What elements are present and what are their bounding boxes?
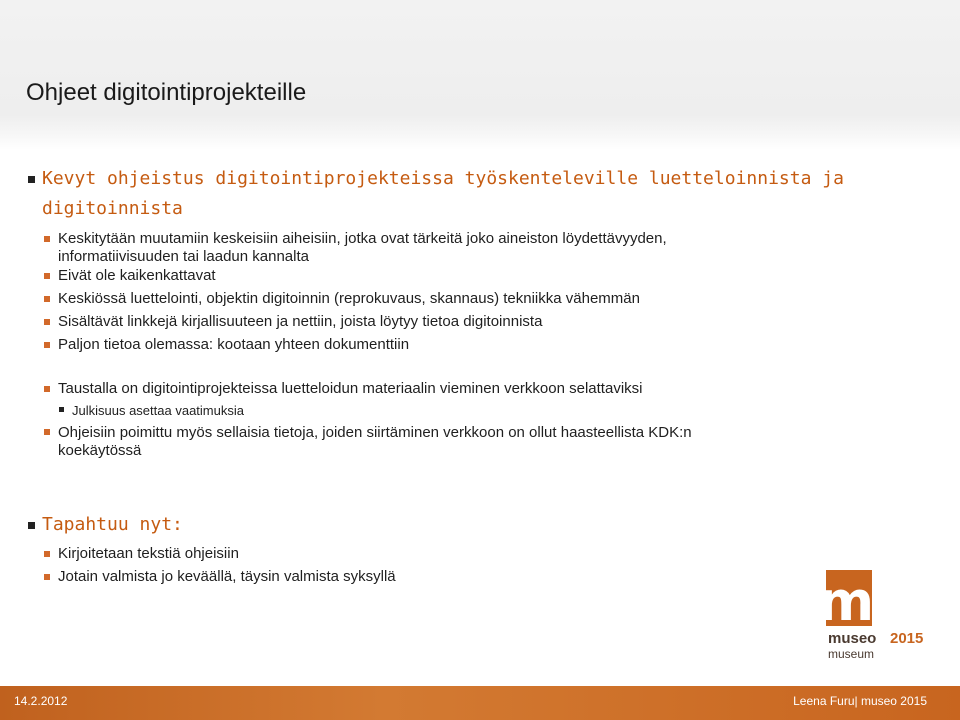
bullet-square-icon bbox=[44, 429, 50, 435]
background-item-2-line2: koekäytössä bbox=[58, 442, 142, 459]
section2-heading: Tapahtuu nyt: bbox=[42, 514, 183, 535]
bullet-square-icon bbox=[44, 574, 50, 580]
background-subitem-1: Julkisuus asettaa vaatimuksia bbox=[72, 403, 244, 418]
bullet-square-icon bbox=[44, 319, 50, 325]
background-item-1: Taustalla on digitointiprojekteissa luetteloidun materiaalin vieminen verkkoon selattaviksi bbox=[58, 380, 643, 397]
list-item-3: Keskiössä luettelointi, objektin digitoinnin (reprokuvaus, skannaus) tekniikka vähemmän bbox=[58, 290, 640, 307]
bullet-square-icon bbox=[59, 407, 64, 412]
bullet-square-icon bbox=[44, 296, 50, 302]
bullet-square-icon bbox=[44, 386, 50, 392]
bullet-square-icon bbox=[44, 273, 50, 279]
museo-2015-logo bbox=[817, 570, 934, 661]
logo-year: 2015 bbox=[890, 630, 924, 647]
section2-item-2: Jotain valmista jo keväällä, täysin valmista syksyllä bbox=[58, 568, 396, 585]
section1-heading-line2: digitoinnista bbox=[42, 198, 183, 219]
logo-word-museo: museo bbox=[828, 630, 877, 647]
list-item-2: Eivät ole kaikenkattavat bbox=[58, 267, 216, 284]
logo-letter: m bbox=[817, 570, 875, 633]
background-item-2-line1: Ohjeisiin poimittu myös sellaisia tietoja, joiden siirtäminen verkkoon on ollut haasteellista KDK:n bbox=[58, 424, 692, 441]
list-item-5: Paljon tietoa olemassa: kootaan yhteen dokumenttiin bbox=[58, 336, 410, 353]
slide-title: Ohjeet digitointiprojekteille bbox=[26, 79, 307, 106]
logo-word-museum: museum bbox=[828, 647, 875, 661]
footer-date: 14.2.2012 bbox=[14, 694, 68, 708]
list-item-4: Sisältävät linkkejä kirjallisuuteen ja nettiin, joista löytyy tietoa digitoinnista bbox=[58, 313, 543, 330]
footer-bar bbox=[0, 686, 960, 720]
bullet-square-icon bbox=[44, 551, 50, 557]
bullet-square-icon bbox=[28, 176, 35, 183]
section2-item-1: Kirjoitetaan tekstiä ohjeisiin bbox=[58, 545, 239, 562]
list-item-1-line1: Keskitytään muutamiin keskeisiin aiheisiin, jotka ovat tärkeitä joko aineiston löydettävyyden, bbox=[58, 230, 667, 247]
footer-author: Leena Furu| museo 2015 bbox=[793, 694, 927, 708]
bullet-square-icon bbox=[44, 236, 50, 242]
section1-heading-line1: Kevyt ohjeistus digitointiprojekteissa työskenteleville luetteloinnista ja bbox=[42, 168, 844, 189]
bullet-square-icon bbox=[44, 342, 50, 348]
bullet-square-icon bbox=[28, 522, 35, 529]
list-item-1-line2: informatiivisuuden tai laadun kannalta bbox=[58, 248, 309, 265]
